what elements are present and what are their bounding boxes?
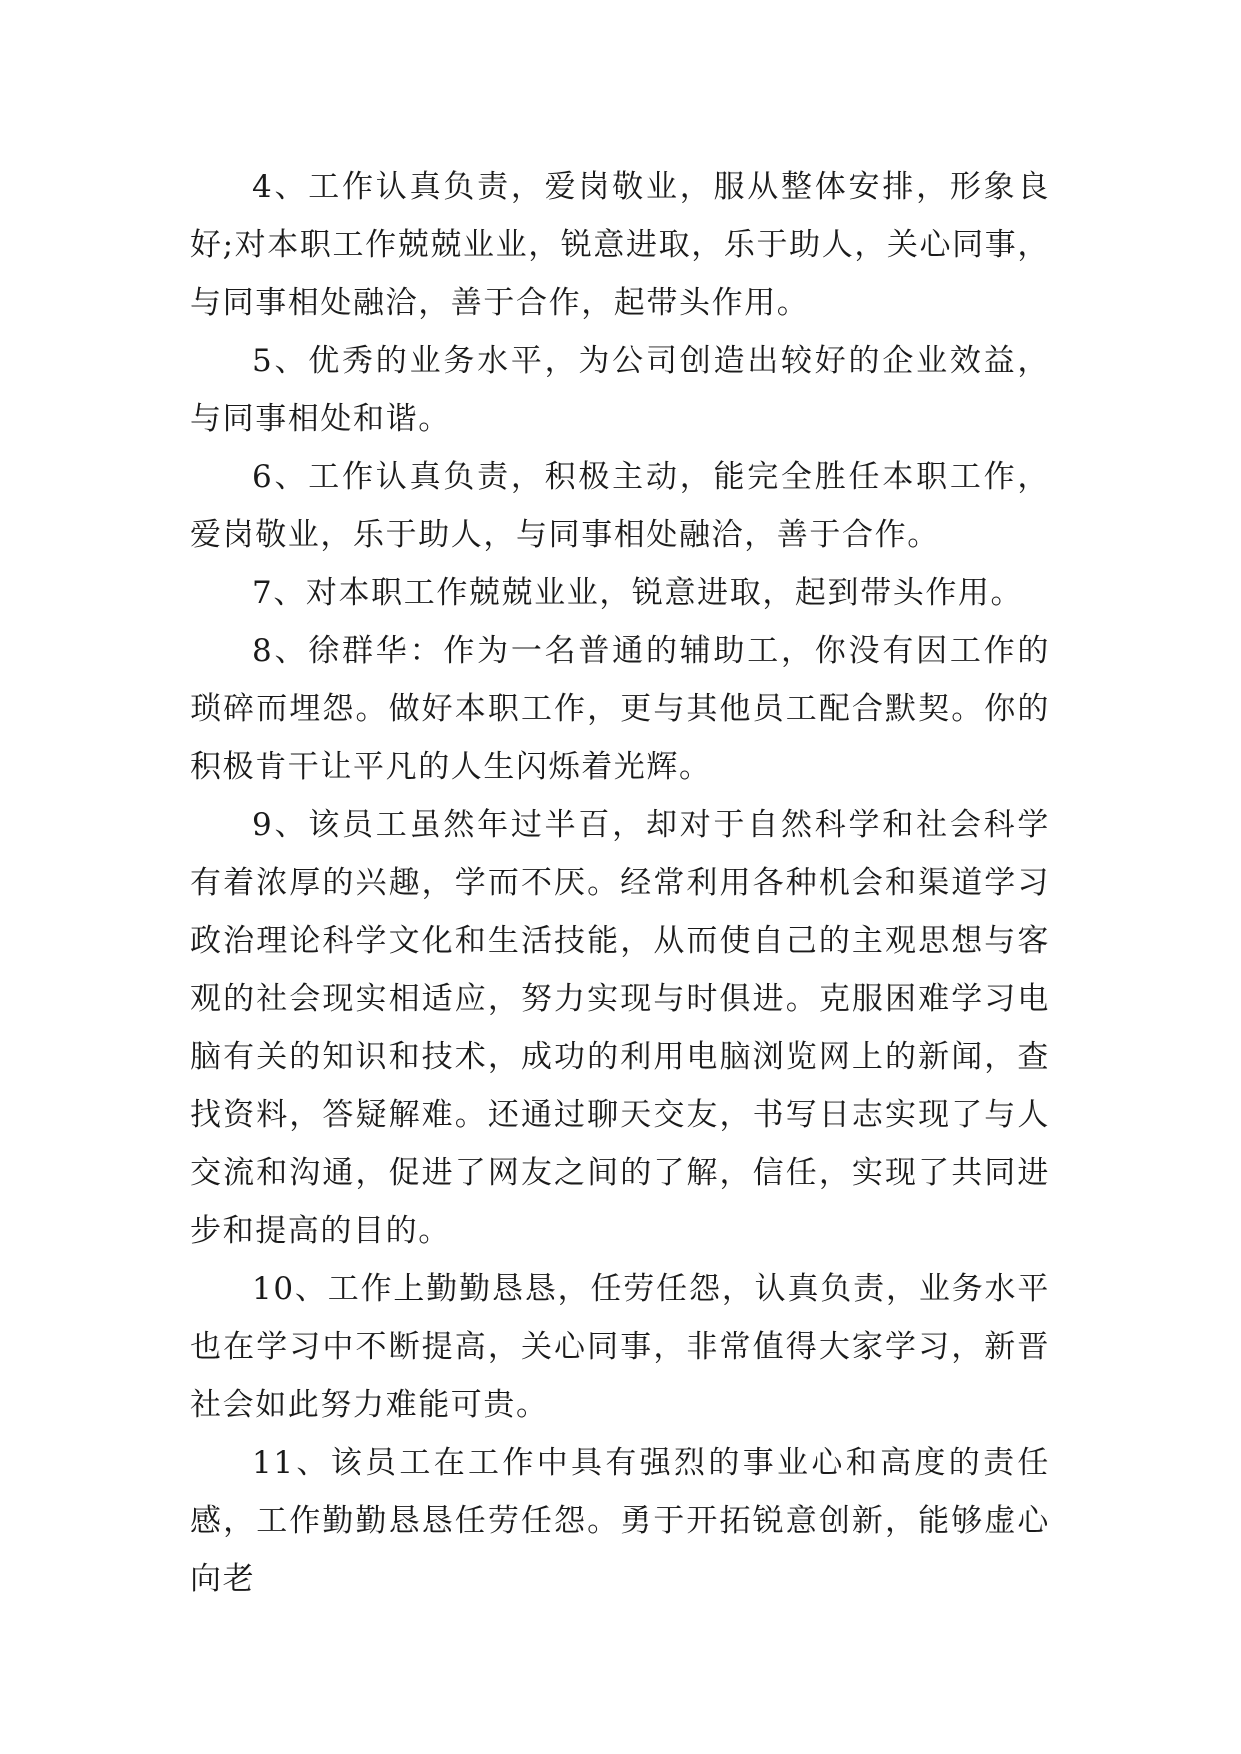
document-body (190, 158, 1050, 1608)
paragraph-11: 11、该员工在工作中具有强烈的事业心和高度的责任感，工作勤勤恳恳任劳任怨。勇于开拓锐意创新，能够虚心向老 (190, 1445, 1050, 1597)
paragraph-6: 6、工作认真负责，积极主动，能完全胜任本职工作，爱岗敬业，乐于助人，与同事相处融洽，善于合作。 (190, 459, 1050, 553)
paragraph-5: 5、优秀的业务水平，为公司创造出较好的企业效益，与同事相处和谐。 (190, 343, 1050, 437)
paragraph-9: 9、该员工虽然年过半百，却对于自然科学和社会科学有着浓厚的兴趣，学而不厌。经常利用各种机会和渠道学习政治理论科学文化和生活技能，从而使自己的主观思想与客观的社会现实相适应，努力实现与时俱进。克服困难学习电脑有关的知识和技术，成功的利用电脑浏览网上的新闻，查找资料，答疑解难。还通过聊天交友，书写日志实现了与人交流和沟通，促进了网友之间的了解，信任，实现了共同进步和提高的目的。 (190, 807, 1050, 1249)
paragraph-7: 7、对本职工作兢兢业业，锐意进取，起到带头作用。 (252, 575, 1024, 611)
paragraph-4: 4、工作认真负责，爱岗敬业，服从整体安排，形象良好;对本职工作兢兢业业，锐意进取，乐于助人，关心同事，与同事相处融洽，善于合作，起带头作用。 (190, 169, 1050, 321)
paragraph-10: 10、工作上勤勤恳恳，任劳任怨，认真负责，业务水平也在学习中不断提高，关心同事，非常值得大家学习，新晋社会如此努力难能可贵。 (190, 1271, 1050, 1423)
paragraph-8: 8、徐群华：作为一名普通的辅助工，你没有因工作的琐碎而埋怨。做好本职工作，更与其他员工配合默契。你的积极肯干让平凡的人生闪烁着光辉。 (190, 633, 1050, 785)
